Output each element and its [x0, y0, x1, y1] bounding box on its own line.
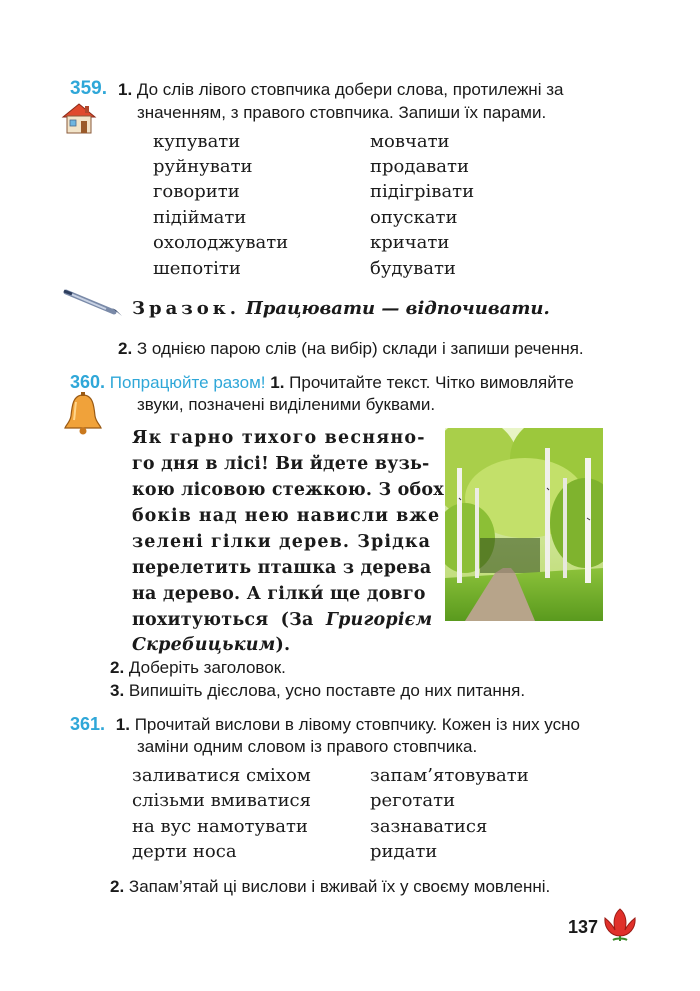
task-text: Прочитай вислови в лівому стовпчику. Кожен із них усно — [134, 715, 580, 734]
exercise-359-number: 359. — [70, 78, 107, 99]
sample-text: Працювати — відпочивати. — [245, 298, 550, 319]
word-right: ридати — [370, 841, 438, 862]
task-text: Випишіть дієслова, усно поставте до них питання. — [128, 681, 526, 700]
page-number: 137 — [568, 917, 599, 937]
word-left: підіймати — [153, 207, 247, 228]
bell-icon — [62, 392, 104, 436]
word-right: будувати — [370, 258, 456, 279]
task-text: Запам’ятай ці вислови і вживай їх у своєму мовленні. — [128, 877, 551, 896]
word-right: опускати — [370, 207, 458, 228]
word-right: підігрівати — [370, 181, 475, 202]
task-text: значенням, з правого стовпчика. Запиши їх парами. — [137, 103, 547, 122]
text-line: зелені гілки дерев. Зрідка — [132, 532, 432, 552]
text-line: боків над нею нависли вже — [132, 506, 441, 526]
sample-label: Зразок. — [132, 298, 240, 319]
expression-left: дерти носа — [132, 841, 237, 862]
task-text: звуки, позначені виділеними буквами. — [137, 395, 436, 414]
task-number: 3. — [110, 681, 125, 700]
task-number: 1. — [270, 373, 285, 392]
word-right: реготати — [370, 790, 456, 811]
task-text: З однією парою слів (на вибір) склади і запиши речення. — [136, 339, 584, 358]
text-line: го дня в лісі! Ви йдете вузь- — [132, 454, 430, 474]
exercise-361-number: 361. — [70, 714, 106, 734]
task-number: 2. — [110, 877, 125, 896]
task-text: До слів лівого стовпчика добери слова, протилежні за — [136, 80, 564, 99]
expression-left: заливатися сміхом — [132, 765, 311, 786]
task-number: 2. — [118, 339, 133, 358]
word-left: руйнувати — [153, 156, 253, 177]
word-left: шепотіти — [153, 258, 241, 279]
text-line: на дерево. А гілки́ ще довго — [132, 584, 426, 604]
text-line: Як гарно тихого весняно- — [132, 428, 426, 448]
task-number: 1. — [115, 715, 130, 734]
word-left: охолоджувати — [153, 232, 289, 253]
word-left: говорити — [153, 181, 240, 202]
task-number: 1. — [118, 80, 133, 99]
flower-icon — [601, 906, 639, 942]
author-name: Григорієм — [325, 610, 433, 630]
exercise-360-number: 360. — [70, 372, 106, 392]
author-name: Скребицьким — [132, 635, 276, 655]
home-icon — [60, 100, 98, 136]
forest-path-image — [445, 428, 603, 621]
text-line: кою лісовою стежкою. З обох — [132, 480, 444, 500]
text-line: ). — [275, 635, 291, 655]
task-text: заміни одним словом із правого стовпчика. — [137, 737, 478, 756]
task-text: Прочитайте текст. Чітко вимовляйте — [289, 373, 574, 392]
word-right: запам’ятовувати — [370, 765, 529, 786]
together-label: Попрацюйте разом! — [109, 373, 266, 392]
text-line: перелетить пташка з дерева — [132, 558, 432, 578]
word-right: зазнаватися — [370, 816, 488, 837]
word-left: купувати — [153, 131, 241, 152]
pen-icon — [62, 288, 124, 318]
word-right: кричати — [370, 232, 450, 253]
task-number: 2. — [110, 658, 125, 677]
expression-left: слізьми вмиватися — [132, 790, 311, 811]
task-text: Доберіть заголовок. — [128, 658, 286, 677]
word-right: мовчати — [370, 131, 450, 152]
text-line: похитуються (За — [132, 610, 326, 630]
word-right: продавати — [370, 156, 469, 177]
expression-left: на вус намотувати — [132, 816, 308, 837]
